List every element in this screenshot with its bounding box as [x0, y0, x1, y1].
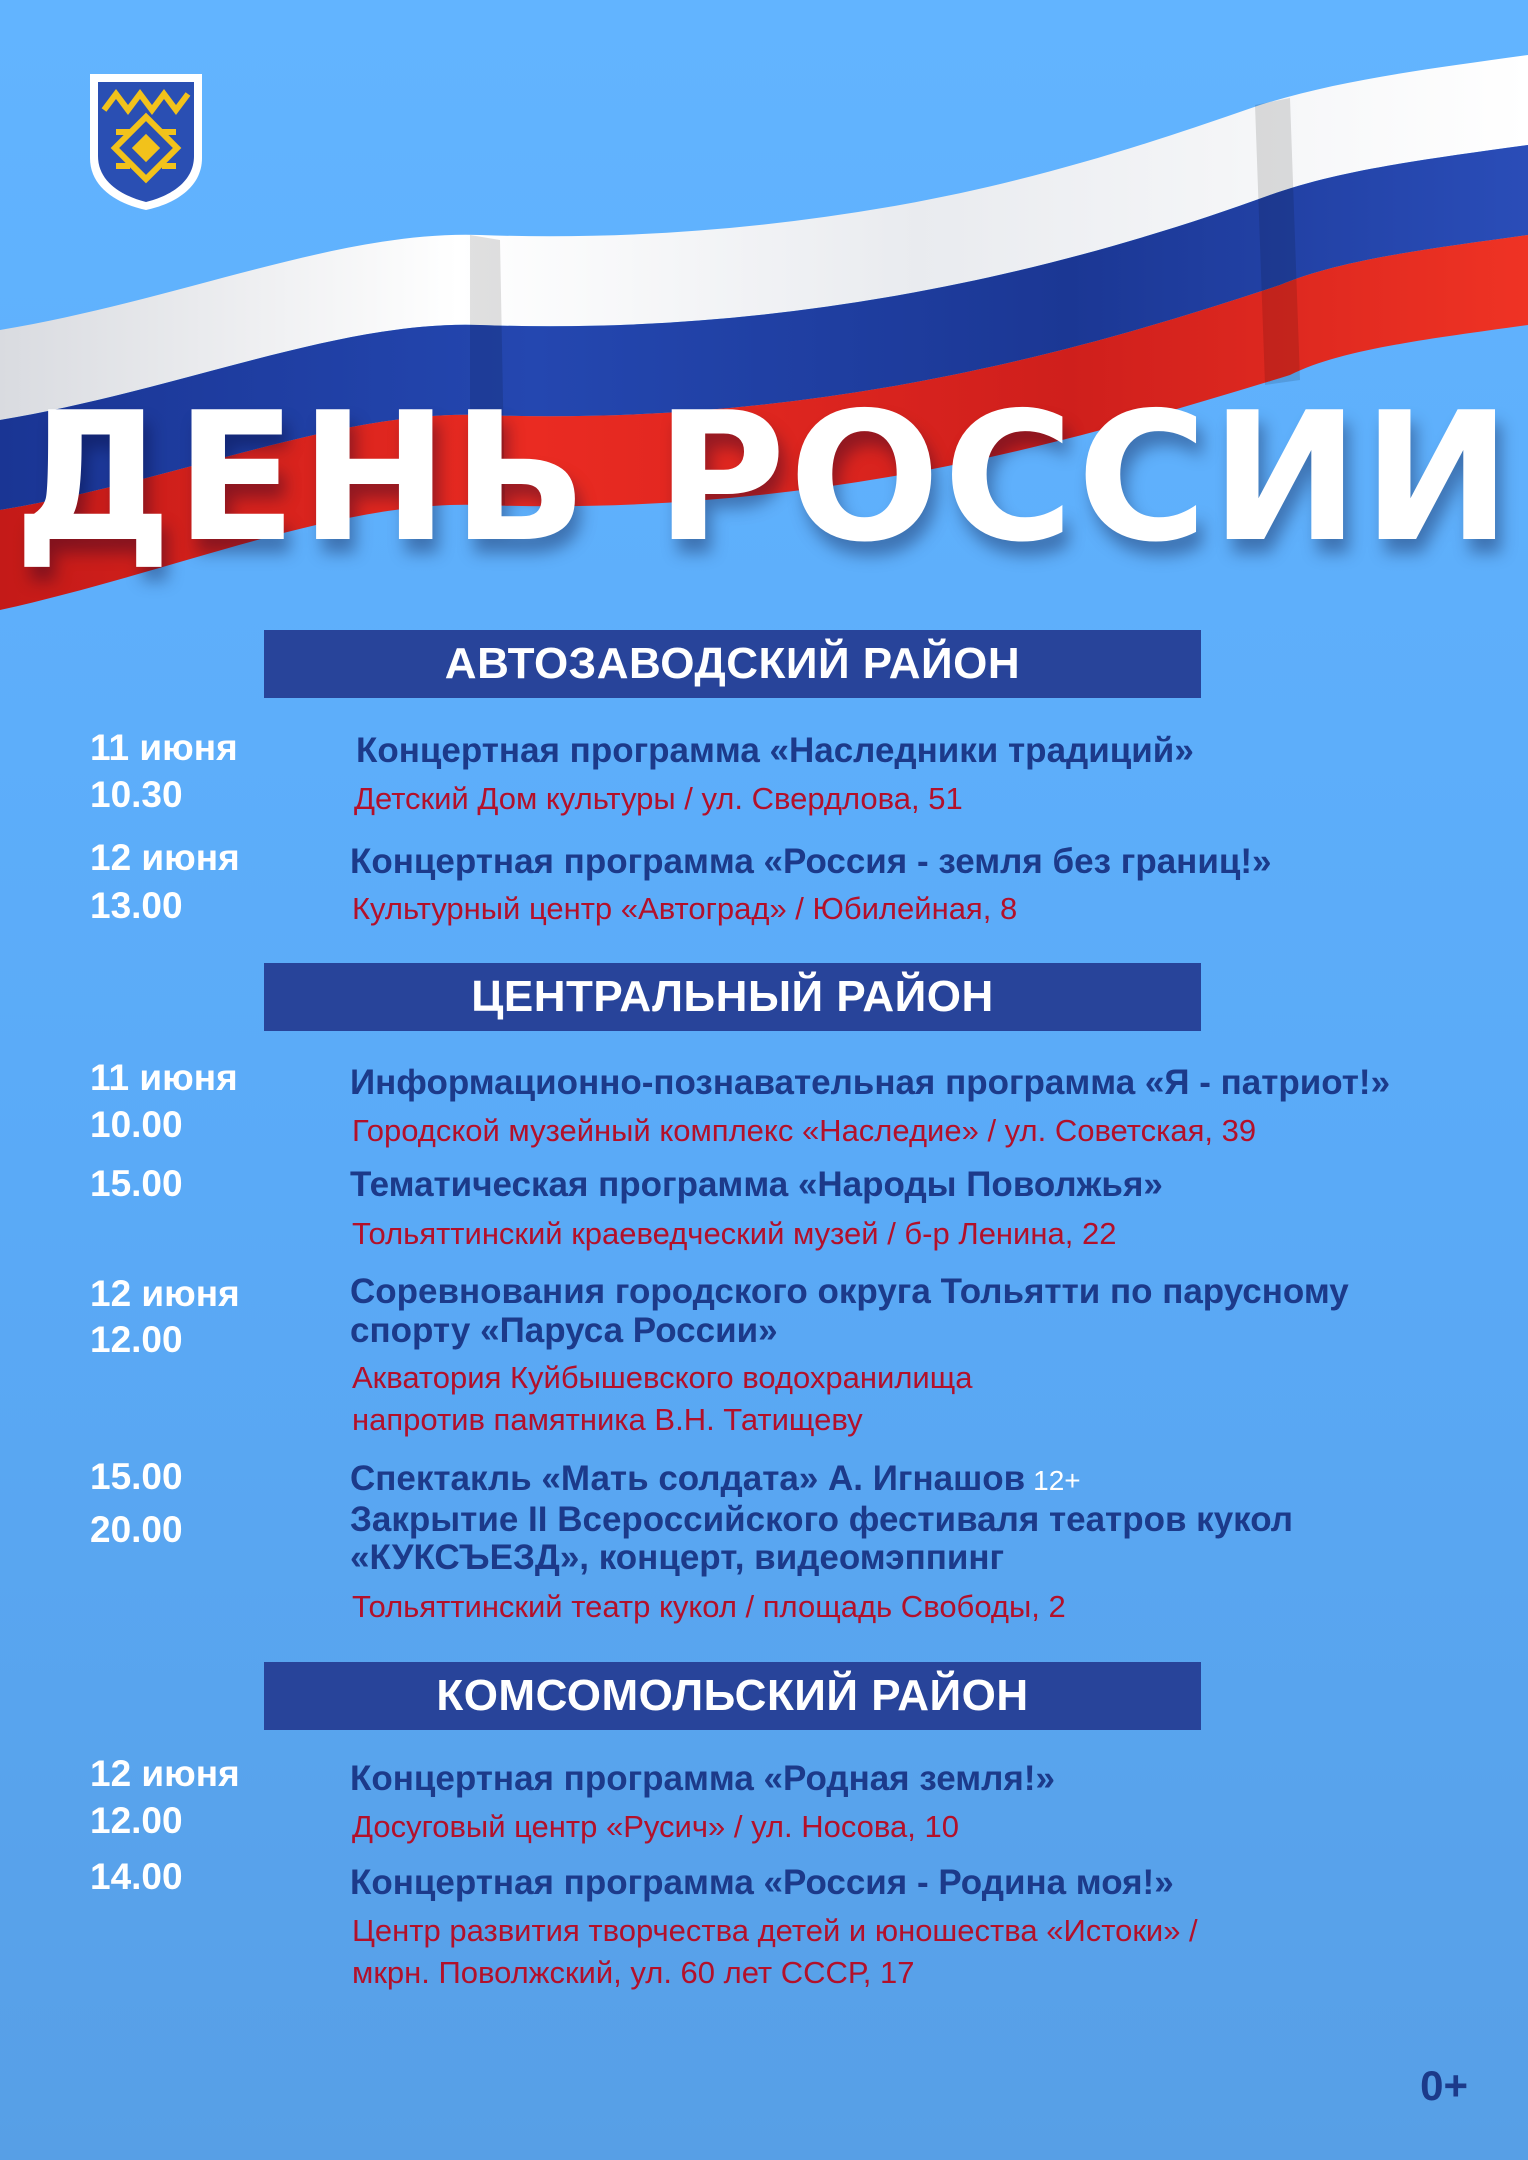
event-time: 12.00 [90, 1800, 183, 1841]
event-title: Концертная программа «Родная земля!» [350, 1759, 1055, 1798]
event-title: Концертная программа «Россия - земля без границ!» [350, 842, 1272, 881]
age-rating-badge: 0+ [1420, 2062, 1468, 2109]
event-title: Информационно-познавательная программа «Я - патриот!» [350, 1063, 1391, 1102]
event-title: Концертная программа «Россия - Родина моя!» [350, 1863, 1174, 1902]
event-time: 10.30 [90, 774, 183, 815]
event-title-line1: Соревнования городского округа Тольятти по парусному [350, 1272, 1349, 1311]
page-title: ДЕНЬ РОССИИ [13, 374, 1515, 581]
event-time-2: 20.00 [90, 1509, 183, 1550]
event-place: Досуговый центр «Русич» / ул. Носова, 10 [352, 1809, 959, 1844]
event-place: Культурный центр «Автоград» / Юбилейная, 8 [352, 891, 1018, 926]
district-header-avtozavodsky: АВТОЗАВОДСКИЙ РАЙОН [264, 630, 1201, 698]
event-place: Тольяттинский театр кукол / площадь Свободы, 2 [352, 1589, 1066, 1624]
event-title-2-line1: Закрытие II Всероссийского фестиваля театров кукол [350, 1500, 1293, 1539]
event-time: 15.00 [90, 1163, 183, 1204]
district-header-komsomolsky: КОМСОМОЛЬСКИЙ РАЙОН [264, 1662, 1201, 1730]
city-coat-of-arms-icon [86, 70, 206, 212]
event-date: 12 июня [90, 1753, 240, 1794]
event-date: 11 июня [90, 1057, 238, 1098]
event-place-line1: Центр развития творчества детей и юношества «Истоки» / [352, 1913, 1198, 1948]
event-title [350, 1458, 1480, 1501]
event-date: 12 июня [90, 837, 240, 878]
event-time: 13.00 [90, 885, 183, 926]
event-place-line1: Акватория Куйбышевского водохранилища [352, 1360, 973, 1395]
district-header-centralny: ЦЕНТРАЛЬНЫЙ РАЙОН [264, 963, 1201, 1031]
event-time: 14.00 [90, 1856, 183, 1897]
event-time: 12.00 [90, 1319, 183, 1360]
event-time: 10.00 [90, 1104, 183, 1145]
event-title-line2: спорту «Паруса России» [350, 1311, 778, 1350]
event-title-2-line2: «КУКСЪЕЗД», концерт, видеомэппинг [350, 1538, 1005, 1577]
event-title-text: Спектакль «Мать солдата» А. Игнашов [350, 1459, 1026, 1498]
event-date: 11 июня [90, 727, 238, 768]
event-date: 12 июня [90, 1273, 240, 1314]
event-time: 15.00 [90, 1456, 183, 1497]
event-title: Концертная программа «Наследники традиций» [356, 731, 1194, 770]
event-place-line2: мкрн. Поволжский, ул. 60 лет СССР, 17 [352, 1955, 915, 1990]
event-place-line2: напротив памятника В.Н. Татищеву [352, 1402, 863, 1437]
event-place: Городской музейный комплекс «Наследие» / ул. Советская, 39 [352, 1113, 1257, 1148]
age-rating-small: 12+ [1033, 1465, 1081, 1496]
event-title: Тематическая программа «Народы Поволжья» [350, 1165, 1163, 1204]
event-place: Тольяттинский краеведческий музей / б-р Ленина, 22 [352, 1216, 1117, 1251]
event-place: Детский Дом культуры / ул. Свердлова, 51 [354, 781, 963, 816]
